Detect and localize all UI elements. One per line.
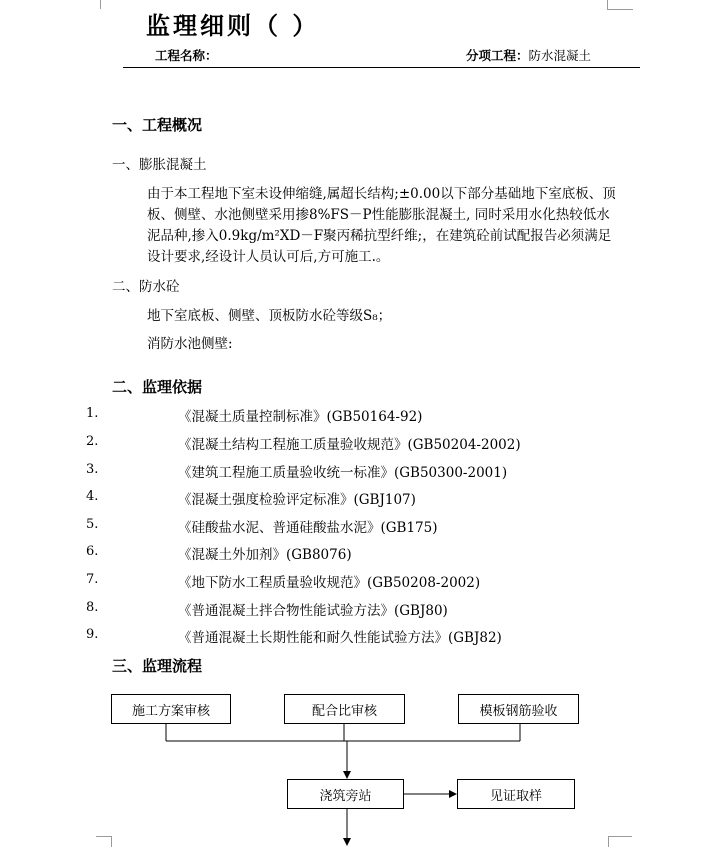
subsection-heading-waterproof-concrete: 二、防水砼	[112, 279, 180, 295]
list-item-number: 7.	[86, 572, 99, 587]
standard-reference: 《混凝土外加剂》(GB8076)	[178, 547, 352, 563]
standard-reference: 《混凝土结构工程施工质量验收规范》(GB50204-2002)	[178, 437, 521, 453]
standard-reference: 《混凝土质量控制标准》(GB50164-92)	[178, 409, 423, 425]
waterproof-grade-line: 地下室底板、侧壁、顶板防水砼等级S₈；	[147, 308, 392, 324]
flow-box-formwork-rebar-acceptance	[458, 694, 579, 724]
flow-box-witness-sampling	[457, 779, 575, 809]
expansive-concrete-paragraph: 由于本工程地下室未设伸缩缝,属超长结构;±0.00以下部分基础地下室底板、顶板、侧壁、水池侧壁采用掺8%FS－P性能膨胀混凝土, 同时采用水化热较低水泥品种,掺入0.9kg/m²XD－F聚丙稀抗型纤维;，在建筑砼前试配报告必须满足设计要求,经设计人员认可后,方可施工.。	[147, 186, 616, 265]
flow-box-label: 施工方案审核	[131, 703, 210, 719]
subitem-label: 分项工程：	[466, 48, 529, 63]
section-heading-process: 三、监理流程	[112, 657, 203, 675]
document-title: 监理细则（ ）	[146, 11, 320, 40]
list-item-number: 8.	[86, 600, 99, 615]
list-item-number: 6.	[86, 544, 99, 559]
list-item-number: 5.	[86, 517, 99, 532]
section-heading-overview: 一、工程概况	[112, 116, 203, 134]
section-heading-basis: 二、监理依据	[112, 378, 203, 396]
subitem-value: 防水混凝土	[528, 48, 592, 63]
standard-reference: 《普通混凝土拌合物性能试验方法》(GBJ80)	[178, 603, 448, 619]
standard-reference: 《普通混凝土长期性能和耐久性能试验方法》(GBJ82)	[178, 630, 502, 646]
standard-reference: 《混凝土强度检验评定标准》(GBJ107)	[178, 492, 416, 508]
list-item-number: 4.	[86, 489, 99, 504]
list-item-number: 3.	[86, 462, 99, 477]
flow-box-label: 模板钢筋验收	[479, 703, 558, 719]
subsection-heading-expansive-concrete: 一、膨胀混凝土	[112, 157, 207, 173]
list-item-number: 1.	[86, 406, 99, 421]
flow-box-label: 配合比审核	[311, 703, 377, 719]
project-name-label: 工程名称：	[155, 48, 218, 63]
flow-box-construction-plan-review	[111, 694, 231, 724]
standard-reference: 《建筑工程施工质量验收统一标准》(GB50300-2001)	[178, 465, 508, 481]
flow-box-label: 浇筑旁站	[319, 788, 372, 804]
flow-box-label: 见证取样	[489, 788, 542, 804]
standard-reference: 《地下防水工程质量验收规范》(GB50208-2002)	[178, 575, 481, 591]
standard-reference: 《硅酸盐水泥、普通硅酸盐水泥》(GB175)	[178, 520, 438, 536]
fire-pool-wall-line: 消防水池侧壁:	[147, 336, 233, 352]
list-item-number: 9.	[86, 627, 99, 642]
flow-box-mix-ratio-review	[284, 694, 405, 724]
list-item-number: 2.	[86, 434, 99, 449]
flow-box-pouring-supervision	[287, 779, 404, 809]
